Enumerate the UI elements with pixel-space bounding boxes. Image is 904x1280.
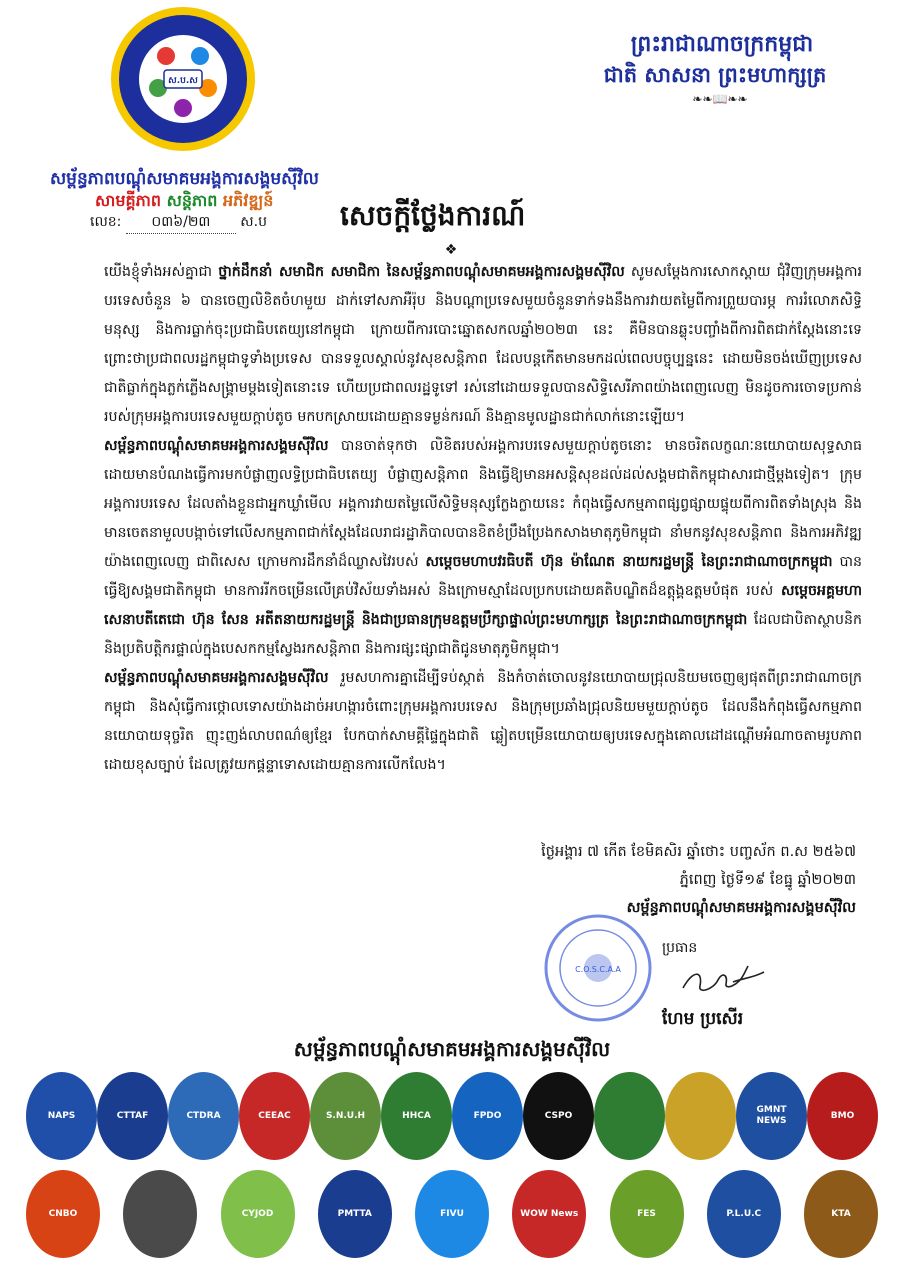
member-logo <box>804 1170 878 1258</box>
member-logo-label: PMTTA <box>337 1208 372 1219</box>
member-logos-row-2 <box>26 1170 878 1258</box>
member-logo <box>310 1072 381 1160</box>
member-logo-label: S.N.U.H <box>325 1110 366 1121</box>
member-logo <box>523 1072 594 1160</box>
solar-date: ភ្នំពេញ ថ្ងៃទី១៩ ខែធ្នូ ឆ្នាំ២០២៣ <box>679 872 856 888</box>
member-logo-label: BMO <box>830 1110 855 1121</box>
member-logo <box>318 1170 392 1258</box>
footer-title: សម្ព័ន្ធភាពបណ្តុំសមាគមអង្គការសង្គមស៊ីវិល <box>293 1037 611 1061</box>
member-logo <box>381 1072 452 1160</box>
p3-bold: សម្ព័ន្ធភាពបណ្តុំសមាគមអង្គការសង្គមស៊ីវិល <box>104 670 329 686</box>
ref-number: ០៣៦/២៣ <box>126 212 236 234</box>
motto-peace: សន្តិភាព <box>166 191 218 210</box>
member-logo-label: FPDO <box>473 1110 502 1121</box>
member-logo-label: P.L.U.C <box>726 1208 762 1219</box>
lunar-date: ថ្ងៃអង្គារ ៧ កើត ខែមិគសិរ ឆ្នាំថោះ បញ្ចស័ក ព.ស ២៥៦៧ <box>541 844 856 860</box>
p3-text: រួមសហការគ្នាដើម្បីទប់ស្កាត់ និងកំចាត់ចោលនូវនយោបាយជ្រុលនិយមចេញឲ្យផុតពីព្រះរាជាណាចក្រកម្ពុជា និងសុំធ្វើការថ្កោលទោសយ៉ាងដាច់អហង្ការចំពោះក្រុមអង្គការបរទេស និងក្រុមប្រឆាំងជ្រុលនិយមមួយក្តាប់តូច ដែលនឹងកំពុងធ្វើសកម្មភាពនយោបាយទុច្ចរិត ញុះញង់លាបពណ៌ឲ្យខ្មែរ បែកបាក់សាមគ្គីផ្ទៃក្នុងជាតិ ឆ្លៀតបម្រើនយោបាយឲ្យបរទេសក្នុងគោលដៅដណ្តើមអំណាចតាមរូបភាពដោយខុសច្បាប់ ដែលត្រូវយកផ្គន្ទាទោសដោយគ្មានការលើកលែង។ <box>104 670 862 773</box>
member-logo-label: WOW News <box>520 1208 579 1219</box>
member-logo-label: FIVU <box>440 1208 464 1219</box>
motto-solidarity: សាមគ្គីភាព <box>95 191 162 210</box>
p2-text-b: បានធ្វើឱ្យសង្គមជាតិកម្ពុជា មានការរីកចម្រើនលើគ្រប់វិស័យទាំងអស់ និងក្រោមស្មាដែលប្រកបដោយគតិបណ្ឌិតដ៏ឧត្តុង្គឧត្តមបំផុត របស់ <box>104 554 862 599</box>
member-logo-label: KTA <box>831 1208 851 1219</box>
closing-block <box>426 838 856 922</box>
handwritten-signature <box>678 960 768 1000</box>
member-logo <box>665 1072 736 1160</box>
member-logo <box>736 1072 807 1160</box>
member-logo-label <box>626 1112 634 1120</box>
organization-logo <box>108 4 258 154</box>
document-title: សេចក្តីថ្លែងការណ៍ <box>340 199 526 232</box>
member-logo <box>610 1170 684 1258</box>
member-logo <box>452 1072 523 1160</box>
organization-name: សម្ព័ន្ធភាពបណ្តុំសមាគមអង្គការសង្គមស៊ីវិល <box>50 169 319 189</box>
member-logos-row-1 <box>26 1072 878 1160</box>
title-ornament: ❖ <box>444 242 458 258</box>
member-logo-label: CEEAC <box>258 1110 291 1121</box>
member-logo <box>221 1170 295 1258</box>
member-logo-label: NAPS <box>47 1110 76 1121</box>
p2-bold-3: សម្តេចអគ្គមហាសេនាបតីតេជោ ហ៊ុន សែន អតីតនាយករដ្ឋមន្ត្រី និងជាប្រធានក្រុមឧត្តមប្រឹក្សាផ្ទាល់ព្រះមហាក្សត្រ នៃព្រះរាជាណាចក្រកម្ពុជា <box>104 583 862 628</box>
ornament-divider: ❧❧📖❧❧ <box>692 92 748 106</box>
member-logo <box>97 1072 168 1160</box>
p1-bold: ថ្នាក់ដឹកនាំ សមាជិក សមាជិកា នៃសម្ព័ន្ធភាពបណ្តុំសមាគមអង្គការសង្គមស៊ីវិល <box>218 264 625 280</box>
signing-organization: សម្ព័ន្ធភាពបណ្តុំសមាគមអង្គការសង្គមស៊ីវិល <box>626 900 856 916</box>
member-logo-label <box>697 1112 705 1120</box>
signer-name: ហែម ប្រសើរ <box>662 1009 744 1029</box>
statement-body <box>104 258 862 780</box>
member-logo <box>512 1170 586 1258</box>
member-logo-label: CTDRA <box>186 1110 221 1121</box>
paragraph-3 <box>104 664 862 780</box>
member-logo-label: FES <box>637 1208 656 1219</box>
seal-text: C.O.S.C.A.A <box>575 965 621 974</box>
member-logo-label: CTTAF <box>116 1110 149 1121</box>
member-logo <box>239 1072 310 1160</box>
paragraph-1 <box>104 258 862 432</box>
member-logo <box>123 1170 197 1258</box>
member-logo <box>594 1072 665 1160</box>
member-logo <box>26 1170 100 1258</box>
reference-number <box>90 212 267 234</box>
p2-bold: សម្ព័ន្ធភាពបណ្តុំសមាគមអង្គការសង្គមស៊ីវិល <box>104 438 329 454</box>
p1-text: សូមសម្តែងការសោកស្តាយ ជុំវិញក្រុមអង្គការបរទេសចំនួន ៦ បានចេញលិខិតចំហមួយ ដាក់ទៅសភាអឺរ៉ុប និងបណ្តាប្រទេសមួយចំនួនទាក់ទងនឹងការវាយតម្លៃពីការព្រួយបារម្ភ ការរំលោភសិទ្ធិមនុស្ស និងការធ្លាក់ចុះប្រជាធិបតេយ្យនៅកម្ពុជា ក្រោយពីការបោះឆ្នោតសកលឆ្នាំ២០២៣ នេះ គឺមិនបានឆ្លុះបញ្ចាំងពីការពិតជាក់ស្តែងនោះទេ ព្រោះថាប្រជាពលរដ្ឋកម្ពុជាទូទាំងប្រទេស បានទទួលស្គាល់នូវសុខសន្តិភាព ដែលបន្តកើតមានមកដល់ពេលបច្ចុប្បន្ននេះ ដោយមិនចង់ឃើញប្រទេសជាតិធ្លាក់ក្នុងភ្លក់ភ្លើងសង្គ្រាមម្តងទៀតនោះទេ ហើយប្រជាពលរដ្ឋទូទៅ រស់នៅដោយទទួលបានសិទ្ធិសេរីភាពយ៉ាងពេញលេញ មិនដូចការចោទប្រកាន់របស់ក្រុមអង្គការបរទេសមួយក្តាប់តូច មកបកស្រាយដោយគ្មានទម្ងន់ករណ៍ និងគ្មានមូលដ្ឋានជាក់លាក់នោះឡើយ។ <box>104 264 863 425</box>
member-logo <box>26 1072 97 1160</box>
member-logo-label: GMNT NEWS <box>756 1105 787 1126</box>
president-label: ប្រធាន <box>662 940 698 956</box>
p2-text-c: ដែលជាបិតាស្ថាបនិក និងប្រតិបត្តិករផ្ទាល់ក្នុងបេសកកម្មស្វែងរកសន្តិភាព និងការផ្សះផ្សាជាតិជូនមាតុភូមិកម្ពុជា។ <box>104 612 862 657</box>
ref-label: លេខ: <box>90 214 122 230</box>
kingdom-heading: ព្រះរាជាណាចក្រកម្ពុជា <box>630 31 814 57</box>
member-logo-label: CYJOD <box>241 1208 274 1219</box>
motto-development: អភិវឌ្ឍន៍ <box>222 191 274 210</box>
ref-suffix: ស.ប <box>240 214 267 230</box>
member-logo <box>415 1170 489 1258</box>
member-logo-label: HHCA <box>402 1110 431 1121</box>
p2-bold-2: សម្តេចមហាបវរធិបតី ហ៊ុន ម៉ាណែត នាយករដ្ឋមន្ត្រី នៃព្រះរាជាណាចក្រកម្ពុជា <box>425 554 833 570</box>
national-motto: ជាតិ សាសនា ព្រះមហាក្សត្រ <box>603 62 827 87</box>
member-logo <box>807 1072 878 1160</box>
member-logo-label: CNBO <box>48 1208 78 1219</box>
logo-abbrev: ស.ប.ស <box>168 76 198 86</box>
p2-text-a: បានចាត់ទុកថា លិខិតរបស់អង្គការបរទេសមួយក្តាប់តូចនោះ មានចរិតលក្ខណៈនយោបាយសុទ្ធសាធ ដោយមានបំណងធ្វើការមកបំផ្លាញលទ្ធិប្រជាធិបតេយ្យ បំផ្លាញសន្តិភាព និងធ្វើឱ្យមានអសន្តិសុខដល់ដល់សង្គមជាតិកម្ពុជាសារជាថ្មីម្តងទៀត។ ក្រុមអង្គការបរទេស ដែលតាំងខ្លួនជាអ្នកឃ្លាំមើល អង្គការវាយតម្លៃលើសិទ្ធិមនុស្សក្លែងក្លាយនេះ កំពុងធ្វើសកម្មភាពផ្សព្វផ្សាយផ្ទុយពីការពិតទាំងស្រុង និងមានចេតនាមួលបង្កាច់ទៅលើសកម្មភាពជាក់ស្តែងដែលរាជរដ្ឋាភិបាលបានខិតខំប្រឹងប្រែងកសាងមាតុភូមិកម្ពុជា នាំមកនូវសុខសន្តិភាព និងការអភិវឌ្ឍយ៉ាងពេញលេញ ជាពិសេស ក្រោមការដឹកនាំដ៏ឈ្លាសវៃរបស់ <box>104 438 862 570</box>
paragraph-2 <box>104 432 862 664</box>
member-logo-label: CSPO <box>544 1110 573 1121</box>
member-logo-label <box>156 1210 164 1218</box>
member-logo <box>168 1072 239 1160</box>
official-seal <box>542 912 654 1024</box>
member-logo <box>707 1170 781 1258</box>
p1-intro: យើងខ្ញុំទាំងអស់គ្នាជា <box>104 264 219 280</box>
organization-motto <box>95 190 273 214</box>
